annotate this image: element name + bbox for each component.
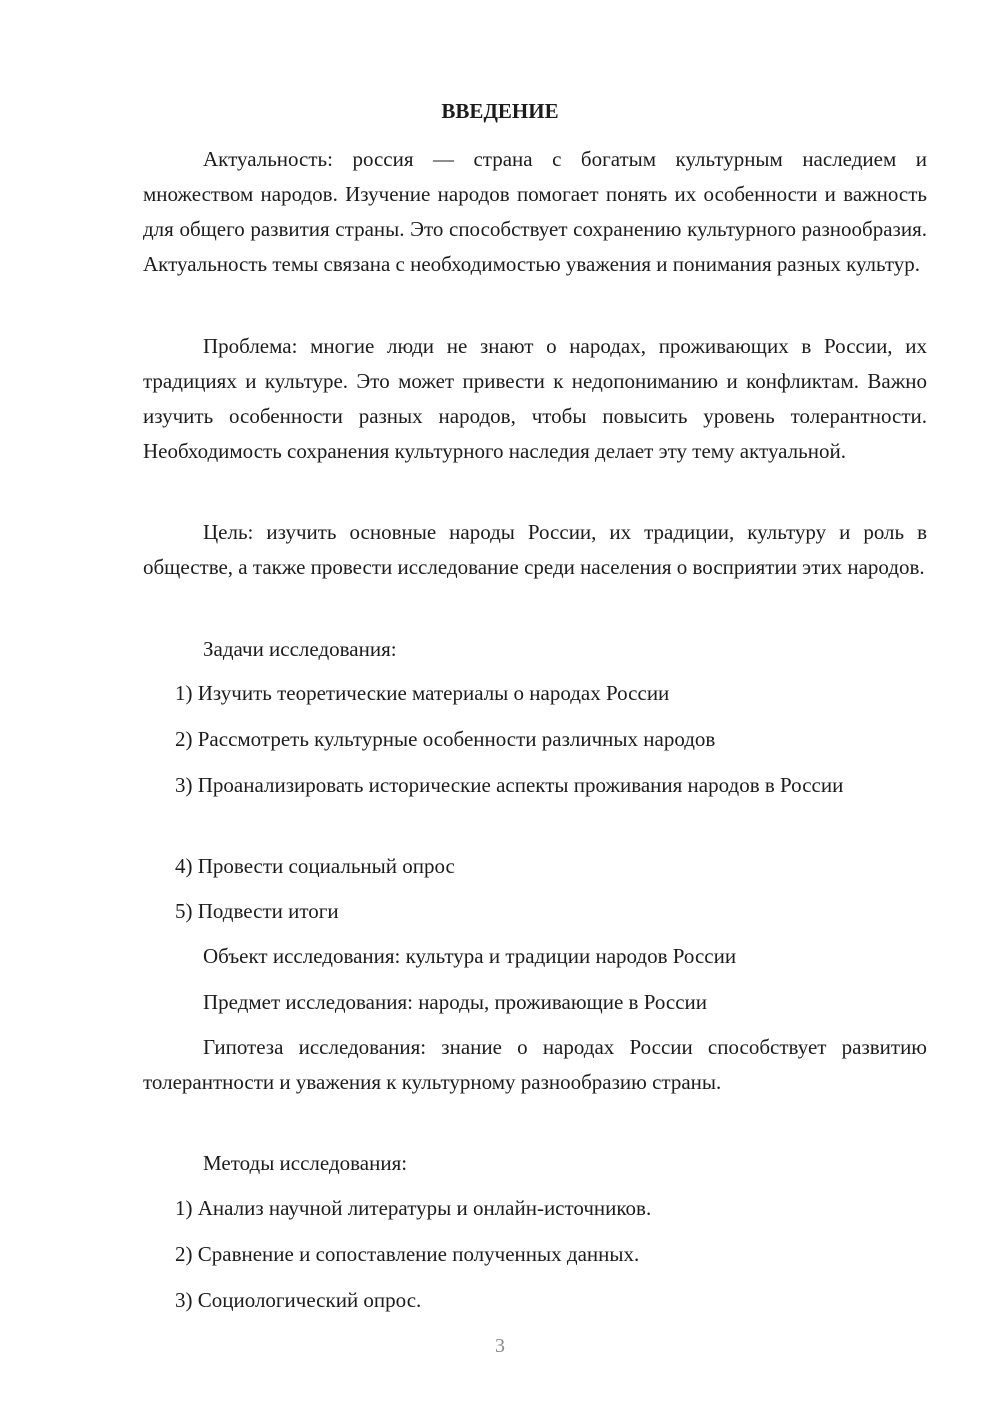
research-object: Объект исследования: культура и традиции народов России	[203, 944, 737, 968]
task-item-4: 4) Провести социальный опрос	[175, 854, 455, 878]
task-item-3: 3) Проанализировать исторические аспекты проживания народов в России	[175, 773, 844, 797]
page-number: 3	[495, 1335, 505, 1357]
goal-paragraph: Цель: изучить основные народы России, их традиции, культуру и роль в обществе, а также провести исследование среди населения о восприятии этих народов.	[143, 520, 927, 579]
method-item-1: 1) Анализ научной литературы и онлайн-источников.	[175, 1196, 652, 1220]
task-item-5: 5) Подвести итоги	[175, 899, 339, 923]
methods-label: Методы исследования:	[203, 1151, 408, 1175]
task-item-2: 2) Рассмотреть культурные особенности различных народов	[175, 727, 716, 751]
task-item-1: 1) Изучить теоретические материалы о народах России	[175, 681, 670, 705]
hypothesis-paragraph: Гипотеза исследования: знание о народах России способствует развитию толерантности и уважения к культурному разнообразию страны.	[143, 1035, 927, 1094]
method-item-2: 2) Сравнение и сопоставление полученных данных.	[175, 1242, 640, 1266]
method-item-3: 3) Социологический опрос.	[175, 1288, 422, 1312]
actuality-paragraph: Актуальность: россия — страна с богатым культурным наследием и множеством народов. Изучение народов помогает понять их особенности и важность для общего развития страны. Это способствует сохранению культурного разнообразия. Актуальность темы связана с необходимостью уважения и понимания разных культур.	[143, 147, 927, 276]
tasks-label: Задачи исследования:	[203, 637, 397, 661]
section-title: ВВЕДЕНИЕ	[441, 99, 559, 123]
research-subject: Предмет исследования: народы, проживающие в России	[203, 990, 707, 1014]
problem-paragraph: Проблема: многие люди не знают о народах, проживающих в России, их традициях и культуре. Это может привести к недопониманию и конфликтам. Важно изучить особенности разных народов, чтобы повысить уровень толерантности. Необходимость сохранения культурного наследия делает эту тему актуальной.	[143, 334, 927, 463]
